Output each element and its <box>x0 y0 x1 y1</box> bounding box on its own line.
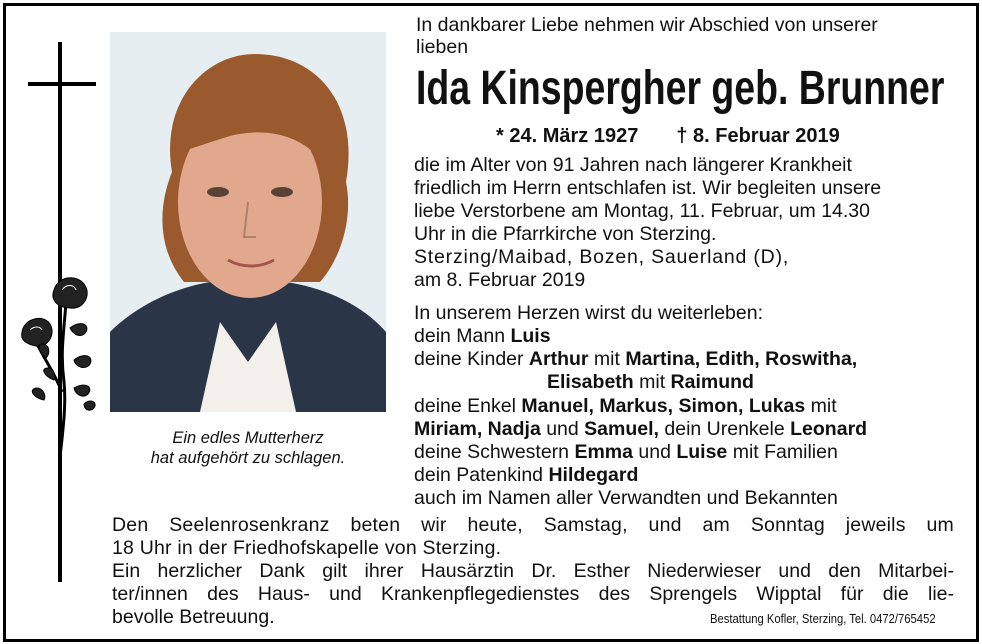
rosary-line: Den Seelenrosenkranz beten wir heute, Samstag, und am Sonntag jeweils um <box>112 514 954 536</box>
place-line: am 8. Februar 2019 <box>414 269 586 291</box>
mourner-text: deine Kinder <box>414 348 529 370</box>
mourner-text: mit <box>805 395 837 417</box>
thanks-line: bevolle Betreuung. <box>112 606 275 628</box>
mourner-text: mit Familien <box>727 441 838 463</box>
mourner-name: Emma <box>574 441 633 463</box>
body-line: Uhr in die Pfarrkirche von Sterzing. <box>414 223 717 245</box>
mourner-name: Arthur <box>528 348 589 370</box>
mourner-name: Hildegard <box>548 464 639 486</box>
mourner-text: , <box>694 348 706 370</box>
mourner-line: auch im Namen aller Verwandten und Bekannten <box>414 487 838 509</box>
mourner-name: Manuel, Markus, Simon, Lukas <box>521 395 806 417</box>
portrait-photo <box>110 32 386 412</box>
life-dates <box>496 124 840 148</box>
thanks-line: Ein herzlicher Dank gilt ihrer Hausärztin Dr. Esther Niederwieser und den Mitarbei- <box>112 560 954 582</box>
birth-date: * 24. März 1927 <box>496 125 639 147</box>
mourner-name: Edith, Roswitha, <box>705 348 858 370</box>
mourner-name: Miriam, Nadja <box>414 418 541 440</box>
mourner-line <box>414 348 857 371</box>
caption-line: Ein edles Mutterherz <box>172 429 324 447</box>
mourner-name: Raimund <box>670 371 754 393</box>
cross-icon-bar <box>28 82 96 86</box>
mourner-text: und <box>632 441 677 463</box>
mourner-name: Martina <box>625 348 695 370</box>
mourner-name: Samuel, <box>584 418 659 440</box>
mourner-text: und <box>540 418 585 440</box>
mourner-line <box>414 464 638 487</box>
rose-icon <box>14 272 104 462</box>
mourner-line <box>414 441 838 464</box>
mourner-line <box>414 418 867 441</box>
intro-line: In dankbarer Liebe nehmen wir Abschied von unserer <box>416 14 878 36</box>
mourner-line <box>547 371 754 394</box>
mourner-name: Luise <box>676 441 728 463</box>
mourner-name: Luis <box>510 325 551 347</box>
portrait-illustration <box>110 32 386 412</box>
photo-caption <box>112 428 384 468</box>
thanks-line: ter/innen des Haus- und Krankenpflegedienstes des Sprengels Wipptal für die lie- <box>112 583 954 605</box>
mourner-name: Leonard <box>790 418 868 440</box>
mourner-text: dein Urenkele <box>658 418 791 440</box>
death-date: † 8. Februar 2019 <box>676 125 840 147</box>
body-line: friedlich im Herrn entschlafen ist. Wir begleiten unsere <box>414 177 882 199</box>
mourner-text: mit <box>588 348 626 370</box>
funeral-home-credit: Bestattung Kofler, Sterzing, Tel. 0472/765452 <box>710 612 936 626</box>
mourner-text: deine Enkel <box>414 395 522 417</box>
mourner-line <box>414 325 551 348</box>
mourner-name: Elisabeth <box>547 371 634 393</box>
caption-line: hat aufgehört zu schlagen. <box>150 449 346 467</box>
mourners-intro: In unserem Herzen wirst du weiterleben: <box>414 302 763 324</box>
intro-line: lieben <box>416 36 469 58</box>
body-line: die im Alter von 91 Jahren nach längerer Krankheit <box>414 154 852 176</box>
mourner-text: deine Schwestern <box>414 441 575 463</box>
rosary-line: 18 Uhr in der Friedhofskapelle von Sterzing. <box>112 537 502 559</box>
deceased-name: Ida Kinspergher geb. Brunner <box>416 62 945 115</box>
mourner-text: dein Mann <box>414 325 511 347</box>
mourner-text: mit <box>633 371 671 393</box>
body-line: liebe Verstorbene am Montag, 11. Februar, um 14.30 <box>414 200 870 222</box>
mourner-text: dein Patenkind <box>414 464 549 486</box>
mourner-line <box>414 395 837 418</box>
place-line: Sterzing/Maibad, Bozen, Sauerland (D), <box>414 246 790 268</box>
